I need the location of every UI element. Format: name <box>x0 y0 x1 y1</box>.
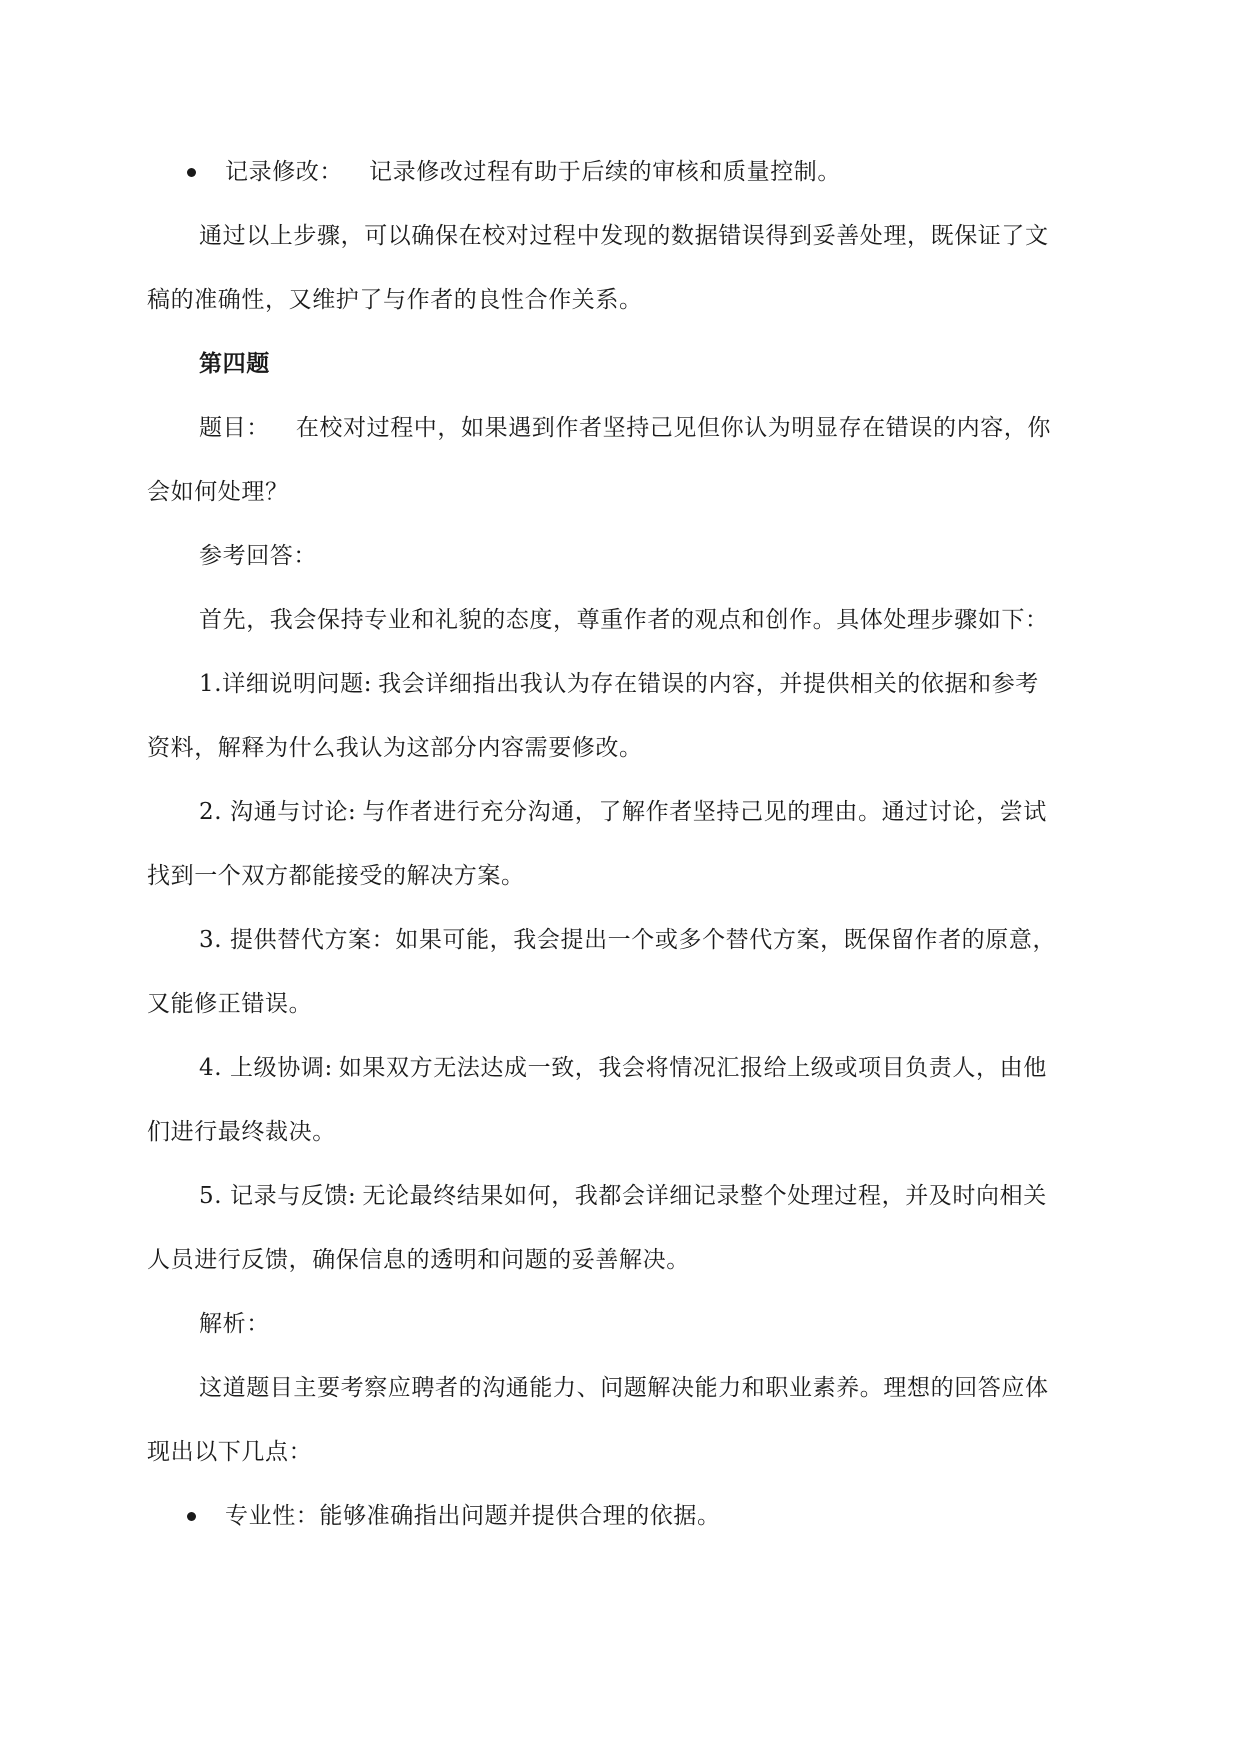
step-2-title: 2. 沟通与讨论: <box>199 799 357 825</box>
bullet-icon <box>187 1512 196 1521</box>
bullet-icon <box>187 168 196 177</box>
summary-line-2: 稿的准确性，又维护了与作者的良性合作关系。 <box>147 287 643 313</box>
bullet-label: 记录修改： <box>225 159 343 185</box>
document-body <box>147 140 1097 1548</box>
answer-label: 参考回答： <box>199 543 317 569</box>
answer-intro: 首先，我会保持专业和礼貌的态度，尊重作者的观点和创作。具体处理步骤如下： <box>199 607 1049 633</box>
step-4-line-2: 们进行最终裁决。 <box>147 1119 336 1145</box>
step-2-line-1 <box>147 780 1097 844</box>
step-4-title: 4. 上级协调: <box>199 1055 333 1081</box>
step-1-text: 我会详细指出我认为存在错误的内容，并提供相关的依据和参考 <box>378 671 1039 697</box>
step-1-line-2: 资料，解释为什么我认为这部分内容需要修改。 <box>147 735 643 761</box>
analysis-label: 解析： <box>199 1311 270 1337</box>
question-line-2: 会如何处理？ <box>147 479 289 505</box>
step-5-title: 5. 记录与反馈: <box>199 1183 357 1209</box>
question-text: 在校对过程中，如果遇到作者坚持己见但你认为明显存在错误的内容，你 <box>295 415 1052 441</box>
step-3-text: 如果可能，我会提出一个或多个替代方案，既保留作者的原意， <box>395 927 1057 953</box>
step-4-line-1 <box>147 1036 1097 1100</box>
step-5-line-1 <box>147 1164 1097 1228</box>
question-label: 题目： <box>199 415 270 441</box>
step-1-title: 1.详细说明问题: <box>199 671 373 697</box>
bullet-text: 记录修改过程有助于后续的审核和质量控制。 <box>369 159 841 185</box>
step-3-title: 3. 提供替代方案： <box>199 927 396 953</box>
question-line-1 <box>147 396 1097 460</box>
step-3-line-2: 又能修正错误。 <box>147 991 313 1017</box>
analysis-line-1: 这道题目主要考察应聘者的沟通能力、问题解决能力和职业素养。理想的回答应体 <box>199 1375 1049 1401</box>
step-1-line-1 <box>147 652 1097 716</box>
step-5-line-2: 人员进行反馈，确保信息的透明和问题的妥善解决。 <box>147 1247 690 1273</box>
analysis-line-2: 现出以下几点： <box>147 1439 313 1465</box>
step-2-text: 与作者进行充分沟通，了解作者坚持己见的理由。通过讨论，尝试 <box>362 799 1047 825</box>
step-3-line-1 <box>147 908 1097 972</box>
step-2-line-2: 找到一个双方都能接受的解决方案。 <box>147 863 525 889</box>
step-5-text: 无论最终结果如何，我都会详细记录整个处理过程，并及时向相关 <box>362 1183 1047 1209</box>
bullet-item-record-changes <box>147 140 1097 204</box>
summary-line-1: 通过以上步骤，可以确保在校对过程中发现的数据错误得到妥善处理，既保证了文 <box>199 223 1049 249</box>
bullet-text: 专业性：能够准确指出问题并提供合理的依据。 <box>225 1503 721 1529</box>
bullet-item-professionalism <box>147 1484 1097 1548</box>
step-4-text: 如果双方无法达成一致，我会将情况汇报给上级或项目负责人，由他 <box>338 1055 1047 1081</box>
section-heading: 第四题 <box>199 350 270 377</box>
